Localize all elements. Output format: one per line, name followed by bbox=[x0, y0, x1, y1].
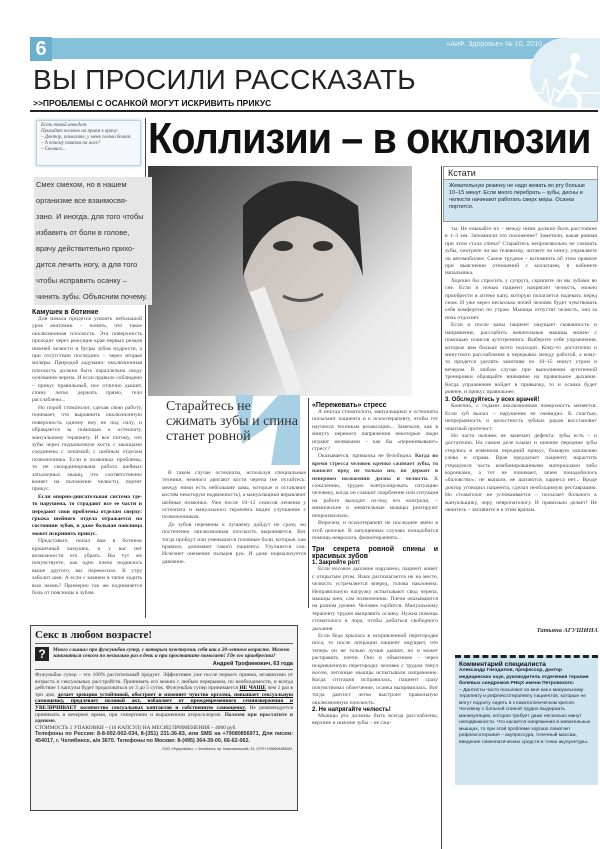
pull-quote-text: Старайтесь не сжимать зубы и спина станет ровной bbox=[166, 399, 298, 444]
tip-heading: 3. Обследуйтесь у всех врачей! bbox=[445, 397, 540, 404]
ad-question: Много слышал про фужуньбао супер, с которым чувствуешь себя как в 20-летнем возрасте. Можно заниматься сексом по несколько раз в день и при простатите помогает! Где его приобрести? bbox=[53, 647, 290, 660]
page-number: 6 bbox=[30, 37, 52, 61]
middle-column bbox=[312, 398, 438, 728]
anecdote-box bbox=[36, 120, 141, 166]
kstati-box bbox=[443, 166, 598, 222]
highlighted-text: Когда во время стресса человек крепко сжимает зубы, то наносит вред не только им, но держит в неверном положении десны и челюсти. bbox=[312, 453, 439, 482]
paragraph: Конечно, с годами окклюзионная поверхность меняется. Если зуб выпал – нарушение ее очевидно. К счастью, непрерывность и целостность зубных рядов восстановит опытный протезист. bbox=[445, 403, 597, 432]
column-divider bbox=[308, 398, 309, 608]
ad-phones: Телефоны по России: 8-8-002-002-034, 8-(351) 231-36-83, или SMS на +79080856971, Для писем: 454017, г. Челябинск, а/я 3670. Телефоны по Москве: 8-(495) 364-39-00, 66-62-062. bbox=[35, 731, 293, 744]
paragraph: А иногда стоматологи, мануальщики и остеопаты посылают пациента и к психотерапевту, чтобы тот научился техникам релаксации... Замечали, как в минуту нервного напряжения некоторые люди играют желваками – как бы «пережевывают» стресс? bbox=[312, 409, 438, 453]
anecdote-line: Приходит человек на прием к врачу: bbox=[41, 129, 119, 134]
subheading: Три секрета ровной спины и красивых зубов bbox=[312, 546, 438, 561]
ad-text: Фужуньбао супер – это 100% растительный продукт. Эффективен уже после первого приема, независимо от возраста и сексуальных расстройств. Принимать его можно с любым перерывом, по необходимости, и всегда действие 1 капсулы будет продолжаться от 3 до 5 суток. Фужуньбао супер принимается bbox=[35, 672, 293, 692]
paragraph: Впрочем, и психотерапевт не последнее звено в этой цепочке. В запущенных случаях понадобится помощь невролога, физиотерапевта... bbox=[312, 520, 438, 541]
ad-text: Не рекомендуется принимать в вечернее время, при гипертонии и выраженном атеросклерозе. bbox=[35, 704, 293, 718]
lead-line: дится лечить ногу, а для того bbox=[34, 257, 152, 273]
column-divider bbox=[441, 166, 442, 849]
article-headline: Коллизии – в окклюзии bbox=[148, 114, 591, 163]
expert-text: – Дантисты часто посылают ко мне как к мануальному терапевту и рефлексотерапевту пациентов, которые не могут подолгу сидеть в стоматологическом кресле. Человеку с больной спиной трудно выдержать манипуляцию, которая требует даже несколько минут неподвижности. Что касается напряжения в жевательных мышцах, то при этой проблеме хорошо помогает рефлексотерапия – акупрессура, точечный массаж, введение гомеопатических средств в точки акупунктуры. bbox=[459, 687, 591, 745]
paragraph: В таком случае остеопаты, используя специальные техники, немного двигают кости черепа (не пугайтесь: между ними есть небольшие швы, которые и оставляют костям некоторую подвижность), а мануальщики вправляют шейные позвонки. Уже после 10–12 сеансов лечения у остеопата и мануального терапевта видно улучшение с позвоночником. bbox=[162, 470, 306, 521]
tip-heading: 2. Не напрягайте челюсть! bbox=[312, 707, 391, 714]
paragraph: Но порой стоматолог, сделав свою работу, понимает, что выровнить окклюзионную поверхность одному ему не под силу, и обращается за помощью к остеопату, мануальному терапевту. И все потому, что зубы через подъязычную кость с мышцами соединены с лопаткой, с шейным отделом позвоночника. Если в позвонках проблемы, то не скоординирована работа шейных затылочных мышц, что соответственно влияет на положение челюсти, портит прикус. bbox=[32, 404, 142, 493]
runner-icon bbox=[530, 38, 600, 108]
lead-line: врачу действительно прихо- bbox=[34, 241, 152, 257]
lead-line: Смех смехом, но в нашем bbox=[34, 177, 152, 193]
subheading: Камушек в ботинке bbox=[32, 309, 99, 316]
anecdote-line: – Доктор, помогите, у меня голова болит. bbox=[41, 135, 132, 140]
expert-title: Комментарий специалиста bbox=[459, 661, 546, 668]
paragraph: Представьте, попал вам в ботинок крошечный камушек, и у вас нет возможности его убрать. Вы тут же почувствуете, как одно плечо поднялось выше другого, вас перекосило. К утру заболит шея. А если с камнем в тапке ходить всю жизнь? Примерно так же поднимается боль от поясницы к зубам. bbox=[32, 538, 142, 597]
subheading: «Пережевать» стресс bbox=[312, 402, 387, 409]
ad-title: Секс в любом возрасте! bbox=[35, 629, 293, 644]
paragraph: Если носовое дыхание нарушено, пациент живет с открытым ртом. Язык располагается не на месте, челюсть устремляется вперед, голова наклонена. Неправильную нагрузку испытывают свод черепа, мышцы шеи, сам позвоночник. Плечи оказываются на разном уровне. Человек горбится. Мануальному терапевту трудно выправить осанку. Нужна помощь стоматолога и лора, чтобы добиться свободного дыхания. bbox=[312, 566, 438, 632]
kstati-text: Жевательную резинку не надо жевать во рту больше 10–15 минут. Если много перебрать – зубы, десны и челюсти начинают работать сверх меры. Осанка портится. bbox=[449, 183, 585, 210]
anecdote-line: Есть такой анекдот. bbox=[41, 123, 88, 128]
section-subtitle: >>ПРОБЛЕМЫ С ОСАНКОЙ МОГУТ ИСКРИВИТЬ ПРИКУС bbox=[33, 98, 272, 108]
kstati-title: Кстати bbox=[444, 167, 597, 180]
text: Оказывается, привычка не безобидна. bbox=[318, 453, 413, 460]
pull-quote bbox=[160, 395, 310, 465]
question-icon: ? bbox=[35, 647, 49, 661]
ad-text-bold: Полезен при простатите и аденоме. bbox=[35, 711, 293, 725]
paragraph: Мышцы рта должны быть всегда расслаблены, верхние и нижние зубы – не сжа- bbox=[312, 713, 438, 727]
author-signature: Татьяна АГУШИНА bbox=[536, 627, 598, 634]
ad-question-author: Андрей Трофимович, 63 года bbox=[35, 661, 293, 670]
advertisement bbox=[30, 625, 298, 811]
ad-emphasis: делает эрекцию устойчивой, обостряет и изменяет чувство оргазма, повышает сексуальную самооценку, продлевает половой акт, избавляет от преждевременного семяизвержения и УВЕЛИЧИВАЕТ количество сексуальных контактов и собственную самооценку. bbox=[35, 691, 293, 711]
section-title: ВЫ ПРОСИЛИ РАССКАЗАТЬ bbox=[33, 64, 416, 95]
ad-text: чем 1 раз в три дня, bbox=[35, 685, 293, 698]
divider bbox=[30, 110, 598, 112]
highlighted-paragraph: Если опорно-двигательная система где-то нарушена, то страдают все ее части и передают свои проблемы отделам сверху: грыжа шейного отдела отражается на состоянии зубов, и даже больная поясница может искривить прикус. bbox=[32, 493, 142, 537]
anecdote-line: – Сколиоз... bbox=[41, 147, 66, 152]
ad-price: СТОИМОСТЬ 1 УПАКОВКИ – (10 КАПСУЛ) НА МЕСЯЦ ПРИМЕНЕНИЯ – 4000 руб. bbox=[35, 724, 237, 731]
paragraph: ты. Не смыкайте их – между ними должно быть расстояние в 1–3 мм. Запомнили это положение? Заметили, какая ровная при этом стала спина? Старайтесь непроизвольно не сжимать зубы, смотрите ли вы телевизор, читаете ли книгу, управляете ли автомобилем. Самое трудное – вспомнить об этом правиле при выяснении отношений с коллегами, в кабинете начальника. bbox=[445, 226, 597, 277]
expert-comment-box bbox=[455, 655, 598, 785]
lead-line: чтобы исправить осанку – bbox=[34, 273, 152, 289]
mid-left-column bbox=[162, 470, 306, 566]
article-lead bbox=[34, 177, 152, 305]
paragraph: Но часто человек не замечает дефекта: зубы есть – и достаточно. На самом деле клыки и нижние передние зубы стерлись и изменили передний прикус, боковую окклюзию слева и справа. Врач предлагает пациенту нарастить стершуюся часть комбинированными материалами либо коронками, а тот не понимает, зачем понадобилось «баловство»: не выпали, не шатаются, кариеса нет... Вроде доктор уговорил пациента, сделал необходимую реставрацию. Но стоматолог не успокаивается – посылает больного к мануальщику, лору, невропатологу. И правильно делает! Не ленитесь – загляните и к этим врачам. bbox=[445, 432, 597, 514]
paragraph: Если беда крылась в искривленной перегородке носа, то после операции пациент ощущает, что теперь он не только лучше дышит, но и может расправить плечи. Оно и объяснимо – через искривленную перегородку человек с трудом тянул носом, легочные мышцы испытывали напряжение. Когда ситуация исправилась, пациент сразу почувствовал облегчение, осанка выпрямилась. Вот тогда дантист легко выстроит правильную окклюзионную плоскость. bbox=[312, 632, 438, 706]
article-photo bbox=[148, 166, 412, 396]
lead-line: избавить от боли в голове, bbox=[34, 225, 152, 241]
paragraph: Хорошо бы спросить у супруга, скрипите ли вы зубами во сне. Если и ночью пациент напрягает челюсть, можно приобрести в аптеке капу, которую полагается надевать перед сном. И уже через несколько ночей человек будет чувствовать себя комфортно по утрам. Мышцы отпустят челюсть, она за ночь отдохнет. bbox=[445, 277, 597, 321]
lead-line: организме все взаимосвя- bbox=[34, 193, 152, 209]
paragraph: Если и после капы пациент ощущает скованность и напряжение, расслабить жевательные мышцы можно с помощью сеансов аутотренинга. Выберите себе упражнения, которые вам больше всего подходят. Кому-то достаточно и минутного расслабления в перерывах между работой, а кому-то придется уделить занятиям по 10–15 минут утром и вечером. В любом случае при выполнении аутогенной тренировки обращайте внимание на правильное дыхание. Когда упражнение войдет в привычку, то и осанка будет ровнее, и прикус правильнее. bbox=[445, 322, 597, 395]
paragraph: До зубов перемены к лучшему дойдут не сразу, но постепенно окклюзионная плоскость выровняется. Вот тогда пройдут или уменьшатся головные боли, которые, как правило, донимают такого пациента. Улучшится сон. Исчезнет онемение пальцев рук. И даже нормализуется давление. bbox=[162, 521, 306, 565]
anecdote-line: – А почему повязка на ноге? bbox=[41, 141, 101, 146]
issue-label: «АиФ. Здоровье» № 10, 2010 bbox=[446, 41, 542, 48]
ad-footer: ООО «Фужуньбао», г. Челябинск, пр. Комсомольский, 33, ОГРН 1056604485083. bbox=[162, 746, 293, 751]
tip-heading: 1. Закройте рот! bbox=[312, 560, 360, 567]
lead-line: чинить зубы. Объясним почему. bbox=[34, 289, 152, 305]
paragraph: Для начала придется усвоить небольшой урок анатомии – понять, что такое окклюзионная плоскость. Эта поверхность проходит через режущие края первых резцов нижней челюсти и бугры зубов мудрости, а при отсутствии последних – через вторые моляры. Природой задумано: окклюзионная плоскость должна быть параллельна своду основания черепа. И если правило соблюдено – прикус правильный, нос отлично дышит, спину легко держать прямо, тело расслаблено... bbox=[32, 316, 142, 404]
text: К сожалению, трудно контролировать ситуацию человеку, когда он слышит скорбление или ситуация на работе выходит из-под его контроля, – мимические и жевательные мышцы реагируют непроизвольно. bbox=[312, 475, 439, 519]
expert-bio: Александр Гнездилов, профессор, доктор медицинских наук, руководитель отделения терапии болевых синдромов РНЦХ имени Петровского: bbox=[459, 668, 589, 686]
lead-line: зано. И иногда, для того чтобы bbox=[34, 209, 152, 225]
right-column bbox=[445, 226, 597, 514]
ad-emphasis: НЕ ЧАЩЕ bbox=[239, 685, 267, 692]
left-column bbox=[32, 305, 142, 597]
